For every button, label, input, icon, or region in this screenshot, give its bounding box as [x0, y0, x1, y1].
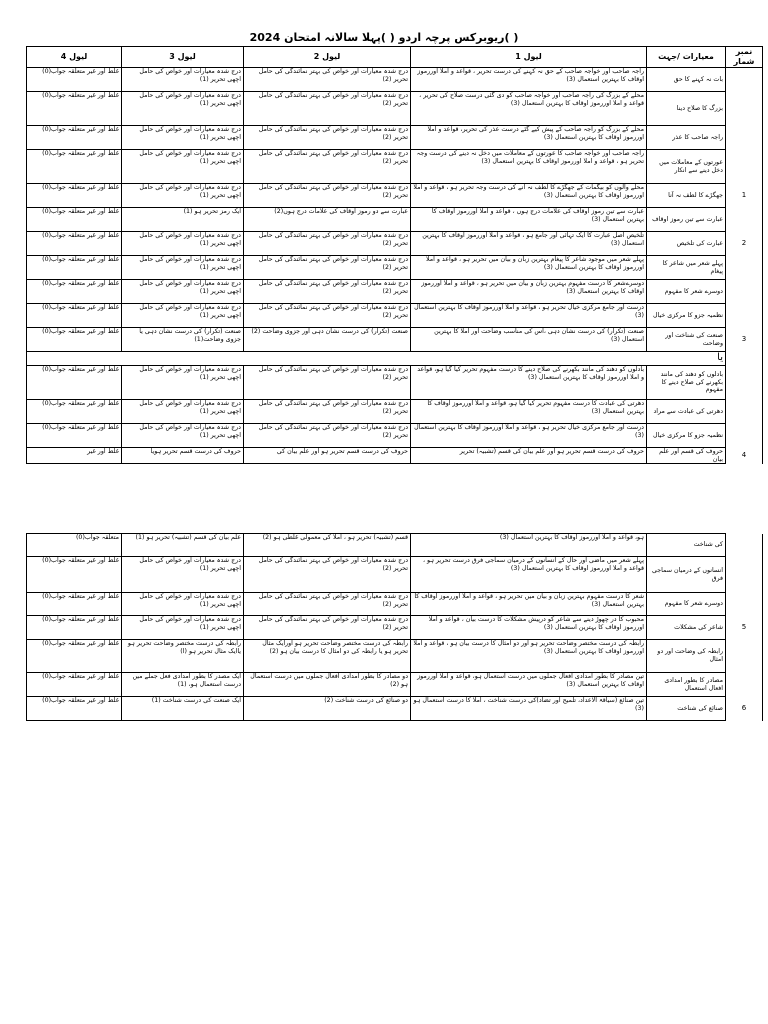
skill-cell: صنائع کی شناخت — [647, 697, 726, 721]
question-number: 2 — [726, 232, 763, 256]
skill-cell: عبارت سے تین رموز اوقاف — [647, 208, 726, 232]
skill-cell: بات نہ کہنے کا حق — [647, 68, 726, 92]
or-separator: یا — [27, 352, 726, 366]
level-2-cell: درج شدہ معیارات اور خواص کی بہتر نمائندگی کی حامل تحریر (2) — [244, 366, 411, 400]
level-2-cell: درج شدہ معیارات اور خواص کی بہتر نمائندگی کی حامل تحریر (2) — [244, 150, 411, 184]
question-number — [726, 424, 763, 448]
rubric-row — [27, 150, 763, 184]
level-4-cell: غلط اور غیر متعلقہ جواب(0) — [27, 280, 122, 304]
skill-cell: حروف کی قسم اور علم بیان — [647, 448, 726, 464]
level-1-cell: راجہ صاحب اور خواجہ صاحب کے حق نہ کہنے کی درست تحریر ، قواعد و املا اوررموز اوقاف کا بہترین استعمال (3) — [411, 68, 647, 92]
skill-cell: دھرتی کی عبادت سے مراد — [647, 400, 726, 424]
level-2-cell: درج شدہ معیارات اور خواص کی بہتر نمائندگی کی حامل تحریر (2) — [244, 92, 411, 126]
level-4-cell: غلط اور غیر متعلقہ جواب(0) — [27, 424, 122, 448]
level-1-cell: محلے کے بزرگ کی راجہ صاحب اور خواجہ صاحب کو دی گئی درست صلاح کی تحریر ، قواعد و املا اوررموز اوقاف کا بہترین استعمال (3) — [411, 92, 647, 126]
skill-cell: دوسرے شعر کا مفہوم — [647, 593, 726, 616]
level-4-cell: غلط اور غیر متعلقہ جواب(0) — [27, 126, 122, 150]
level-1-cell: بادلوں کو دھند کی مانند بکھرنے کی صلاح دینے کا درست مفہوم تحریر کیا گیا ہو، قواعد و املا اوررموز اوقاف کا بہترین استعمال (3) — [411, 366, 647, 400]
level-1-cell: راجہ صاحب اور خواجہ صاحب کا عورتوں کے معاملات میں دخل نہ دینے کی درست وجہ تحریر ہو ، قواعد و املا اوررموز اوقاف کا بہترین استعمال (3) — [411, 150, 647, 184]
level-3-cell: درج شدہ معیارات اور خواص کی حامل اچھی تحریر (1) — [122, 616, 244, 640]
level-2-cell: عبارت سے دو رموز اوقاف کی علامات درج ہوں(2) — [244, 208, 411, 232]
level-2-cell: درج شدہ معیارات اور خواص کی بہتر نمائندگی کی حامل تحریر (2) — [244, 616, 411, 640]
level-2-cell: درج شدہ معیارات اور خواص کی بہتر نمائندگی کی حامل تحریر (2) — [244, 184, 411, 208]
level-2-cell: درج شدہ معیارات اور خواص کی بہتر نمائندگی کی حامل تحریر (2) — [244, 424, 411, 448]
header-level-4: لیول 4 — [27, 47, 122, 68]
skill-cell: بادلوں کو دھند کی مانند بکھرنے کی صلاح دینے کا مفہوم — [647, 366, 726, 400]
level-1-cell: دوسرےشعر کا درست مفہوم بہترین زبان و بیان میں تحریر ہو ، قواعد و املا اوررموز اوقاف کا بہترین استعمال (3) — [411, 280, 647, 304]
level-4-cell: غلط اور غیر متعلقہ جواب(0) — [27, 184, 122, 208]
rubric-row — [27, 126, 763, 150]
level-2-cell: رابطہ کی درست مختصر وضاحت تحریر ہو اورایک مثال تحریر ہو یا رابطہ کی دو امثال کا درست بیان ہو (2) — [244, 640, 411, 673]
rubric-row — [27, 616, 763, 640]
rubric-row — [27, 673, 763, 697]
skill-cell: انسانوں کے درمیان سماجی فرق — [647, 557, 726, 593]
level-4-cell: غلط اور غیر متعلقہ جواب(0) — [27, 697, 122, 721]
question-number — [726, 92, 763, 126]
level-3-cell: رابطہ کی درست مختصر وضاحت تحریر ہو یاایک مثال تحریر ہو (ا) — [122, 640, 244, 673]
level-1-cell: پہلے شعر میں ماضی اور حال کے انسانوں کے درمیان سماجی فرق درست تحریر ہو ، قواعد و املا اوررموز اوقاف کا بہترین استعمال (3) — [411, 557, 647, 593]
rubric-row — [27, 448, 763, 464]
level-4-cell: غلط اور غیر متعلقہ جواب(0) — [27, 92, 122, 126]
skill-cell: صنعت کی شناخت اور وضاحت — [647, 328, 726, 352]
level-4-cell: غلط اور غیر متعلقہ جواب(0) — [27, 640, 122, 673]
level-3-cell: درج شدہ معیارات اور خواص کی حامل اچھی تحریر (1) — [122, 184, 244, 208]
level-1-cell: محلے والوں کو بیگمات کے جھگڑے کا لطف نہ آنے کی درست وجہ تحریر ہو ، قواعد و املا اوررموز اوقاف کا بہترین استعمال (3) — [411, 184, 647, 208]
skill-cell: راجہ صاحب کا عذر — [647, 126, 726, 150]
question-number: 4 — [726, 448, 763, 464]
level-2-cell: درج شدہ معیارات اور خواص کی بہتر نمائندگی کی حامل تحریر (2) — [244, 557, 411, 593]
header-row — [27, 47, 763, 68]
question-number — [726, 557, 763, 593]
question-number: 3 — [726, 328, 763, 352]
level-1-cell: پہلے شعر میں موجود شاعر کا پیغام بہترین زبان و بیان میں تحریر ہو ، قواعد و املا اوررموز اوقاف کا بہترین استعمال (3) — [411, 256, 647, 280]
rubric-row — [27, 208, 763, 232]
level-2-cell: درج شدہ معیارات اور خواص کی بہتر نمائندگی کی حامل تحریر (2) — [244, 400, 411, 424]
question-number — [726, 352, 763, 366]
level-3-cell: ایک رمز تحریر ہو (1) — [122, 208, 244, 232]
level-3-cell: درج شدہ معیارات اور خواص کی حامل اچھی تحریر (1) — [122, 400, 244, 424]
level-4-cell: غلط اور غیر متعلقہ جواب(0) — [27, 593, 122, 616]
level-2-cell: درج شدہ معیارات اور خواص کی بہتر نمائندگی کی حامل تحریر (2) — [244, 256, 411, 280]
level-3-cell: درج شدہ معیارات اور خواص کی حامل اچھی تحریر (1) — [122, 256, 244, 280]
level-4-cell: غلط اور غیر متعلقہ جواب(0) — [27, 150, 122, 184]
rubric-row — [27, 640, 763, 673]
level-4-cell: غلط اور غیر متعلقہ جواب(0) — [27, 400, 122, 424]
header-level-2: لیول 2 — [244, 47, 411, 68]
skill-cell: عبارت کی تلخیص — [647, 232, 726, 256]
level-1-cell: تین صنائع (سیاقۃ الاعداد، تلمیح اور تضاد)کی درست شناخت ، املا کا درست استعمال ہو (3) — [411, 697, 647, 721]
level-2-cell: دو صنائع کی درست شناخت (2) — [244, 697, 411, 721]
level-3-cell: ایک مصدر کا بطور امدادی فعل جملے میں درست استعمال ہو، (1) — [122, 673, 244, 697]
level-2-cell: درج شدہ معیارات اور خواص کی بہتر نمائندگی کی حامل تحریر (2) — [244, 126, 411, 150]
level-3-cell: درج شدہ معیارات اور خواص کی حامل اچھی تحریر (1) — [122, 366, 244, 400]
rubric-row — [27, 557, 763, 593]
level-1-cell: دھرتی کی عبادت کا درست مفہوم تحریر کیا گیا ہو، قواعد و املا اوررموز اوقاف کا بہترین استعمال (3) — [411, 400, 647, 424]
skill-cell: رابطہ کی وضاحت اور دو امثال — [647, 640, 726, 673]
level-3-cell: درج شدہ معیارات اور خواص کی حامل اچھی تحریر (1) — [122, 557, 244, 593]
question-number: 5 — [726, 616, 763, 640]
level-4-cell: غلط اور غیر متعلقہ جواب(0) — [27, 673, 122, 697]
skill-cell: نظمیہ جزو کا مرکزی خیال — [647, 304, 726, 328]
level-1-cell: حروف کی درست قسم تحریر ہو اور علم بیان کی قسم (تشبیہ) تحریر — [411, 448, 647, 464]
rubric-row — [27, 424, 763, 448]
level-1-cell: شعر کا درست مفہوم بہترین زبان و بیان میں تحریر ہو ، قواعد و املا اوررموز اوقاف کا بہترین استعمال (3) — [411, 593, 647, 616]
level-3-cell: درج شدہ معیارات اور خواص کی حامل اچھی تحریر (1) — [122, 304, 244, 328]
level-4-cell: غلط اور غیر متعلقہ جواب(0) — [27, 304, 122, 328]
skill-cell: کی شناخت — [647, 534, 726, 557]
skill-cell: عورتوں کے معاملات میں دخل دینے سے انکار — [647, 150, 726, 184]
skill-cell: پہلے شعر میں شاعر کا پیغام — [647, 256, 726, 280]
level-4-cell: غلط اور غیر متعلقہ جواب(0) — [27, 616, 122, 640]
skill-cell: دوسرے شعر کا مفہوم — [647, 280, 726, 304]
level-1-cell: تلخیص اصل عبارت کا ایک تہائی اور جامع ہو ، قواعد و املا اوررموز اوقاف کا بہترین استعمال (3) — [411, 232, 647, 256]
level-2-cell: درج شدہ معیارات اور خواص کی بہتر نمائندگی کی حامل تحریر (2) — [244, 232, 411, 256]
rubric-row — [27, 232, 763, 256]
skill-cell: شاعر کی مشکلات — [647, 616, 726, 640]
level-1-cell: محبوب کا در چھوڑ دینے سے شاعر کو درپیش مشکلات کا درست بیان ، قواعد و املا اوررموز اوقاف کا بہترین استعمال (3) — [411, 616, 647, 640]
rubric-row — [27, 256, 763, 280]
level-2-cell: درج شدہ معیارات اور خواص کی بہتر نمائندگی کی حامل تحریر (2) — [244, 68, 411, 92]
level-3-cell: ایک صنعت کی درست شناخت (1) — [122, 697, 244, 721]
question-number — [726, 593, 763, 616]
level-3-cell: درج شدہ معیارات اور خواص کی حامل اچھی تحریر (1) — [122, 150, 244, 184]
level-4-cell: متعلقہ جواب(0) — [27, 534, 122, 557]
question-number — [726, 256, 763, 280]
question-number — [726, 366, 763, 400]
level-4-cell: غلط اور غیر متعلقہ جواب(0) — [27, 208, 122, 232]
rubric-row — [27, 593, 763, 616]
level-3-cell: درج شدہ معیارات اور خواص کی حامل اچھی تحریر (1) — [122, 424, 244, 448]
level-1-cell: رابطہ کی درست مختصر وضاحت تحریر ہو اور دو امثال کا درست بیان ہو ، قواعد و املا اوررموز اوقاف کا بہترین استعمال (3) — [411, 640, 647, 673]
rubric-row — [27, 534, 763, 557]
rubric-table-page-2 — [26, 533, 763, 721]
level-2-cell: درج شدہ معیارات اور خواص کی بہتر نمائندگی کی حامل تحریر (2) — [244, 593, 411, 616]
skill-cell: نظمیہ جزو کا مرکزی خیال — [647, 424, 726, 448]
question-number — [726, 640, 763, 673]
level-1-cell: محلے کے بزرگ کو راجہ صاحب کے پیش کیے گئے درست عذر کی تحریر، قواعد و املا اوررموز اوقاف کا بہترین استعمال (3) — [411, 126, 647, 150]
level-3-cell: درج شدہ معیارات اور خواص کی حامل اچھی تحریر (1) — [122, 92, 244, 126]
level-2-cell: دو مصادر کا بطور امدادی افعال جملوں میں درست استعمال ہو (2) — [244, 673, 411, 697]
level-1-cell: درست اور جامع مرکزی خیال تحریر ہو ، قواعد و املا اوررموز اوقاف کا بہترین استعمال (3) — [411, 424, 647, 448]
question-number — [726, 534, 763, 557]
level-4-cell: غلط اور غیر — [27, 448, 122, 464]
level-4-cell: غلط اور غیر متعلقہ جواب(0) — [27, 232, 122, 256]
level-2-cell: قسم (تشبیہ) تحریر ہو ، املا کی معمولی غلطی ہو (2) — [244, 534, 411, 557]
level-2-cell: حروف کی درست قسم تحریر ہو اور علم بیان کی — [244, 448, 411, 464]
level-1-cell: عبارت سے تین رموز اوقاف کی علامات درج ہوں ، قواعد و املا اوررموز اوقاف کا بہترین استعمال (3) — [411, 208, 647, 232]
rubric-row — [27, 400, 763, 424]
question-number: 1 — [726, 184, 763, 208]
level-1-cell: تین مصادر کا بطور امدادی افعال جملوں میں درست استعمال ہو، قواعد و املا اوررموز اوقاف کا بہترین استعمال (3) — [411, 673, 647, 697]
level-4-cell: غلط اور غیر متعلقہ جواب(0) — [27, 328, 122, 352]
question-number — [726, 126, 763, 150]
rubric-row — [27, 68, 763, 92]
skill-cell: بزرگ کا صلاح دینا — [647, 92, 726, 126]
level-4-cell: غلط اور غیر متعلقہ جواب(0) — [27, 366, 122, 400]
header-number: نمبر شمار — [726, 47, 763, 68]
question-number: 6 — [726, 697, 763, 721]
level-2-cell: صنعت (تکرار) کی درست نشان دہی اور جزوی وضاحت (2) — [244, 328, 411, 352]
level-3-cell: درج شدہ معیارات اور خواص کی حامل اچھی تحریر (1) — [122, 68, 244, 92]
rubric-row — [27, 304, 763, 328]
level-3-cell: درج شدہ معیارات اور خواص کی حامل اچھی تحریر (1) — [122, 280, 244, 304]
level-1-cell: صنعت (تکرار) کی درست نشان دہی ،اس کی مناسب وضاحت اور املا کا بہترین استعمال (3) — [411, 328, 647, 352]
question-number — [726, 150, 763, 184]
level-4-cell: غلط اور غیر متعلقہ جواب(0) — [27, 68, 122, 92]
header-skill: معیارات /جہت — [647, 47, 726, 68]
rubric-row — [27, 328, 763, 352]
question-number — [726, 280, 763, 304]
header-level-3: لیول 3 — [122, 47, 244, 68]
question-number — [726, 304, 763, 328]
question-number — [726, 673, 763, 697]
level-4-cell: غلط اور غیر متعلقہ جواب(0) — [27, 557, 122, 593]
rubric-row — [27, 280, 763, 304]
skill-cell: جھگڑے کا لطف نہ آنا — [647, 184, 726, 208]
level-3-cell: صنعت (تکرار) کی درست نشان دہی یا جزوی وضاحت(1) — [122, 328, 244, 352]
level-1-cell: ہو، قواعد و املا اوررموز اوقاف کا بہترین استعمال (3) — [411, 534, 647, 557]
level-2-cell: درج شدہ معیارات اور خواص کی بہتر نمائندگی کی حامل تحریر (2) — [244, 304, 411, 328]
question-number — [726, 208, 763, 232]
level-3-cell: حروف کی درست قسم تحریر ہویا — [122, 448, 244, 464]
level-3-cell: درج شدہ معیارات اور خواص کی حامل اچھی تحریر (1) — [122, 232, 244, 256]
header-level-1: لیول 1 — [411, 47, 647, 68]
or-separator-row — [27, 352, 763, 366]
level-3-cell: علم بیان کی قسم (تشبیہ) تحریر ہو (1) — [122, 534, 244, 557]
rubric-row — [27, 697, 763, 721]
level-4-cell: غلط اور غیر متعلقہ جواب(0) — [27, 256, 122, 280]
skill-cell: مصادر کا بطور امدادی افعال استعمال — [647, 673, 726, 697]
level-2-cell: درج شدہ معیارات اور خواص کی بہتر نمائندگی کی حامل تحریر (2) — [244, 280, 411, 304]
level-3-cell: درج شدہ معیارات اور خواص کی حامل اچھی تحریر (1) — [122, 126, 244, 150]
question-number — [726, 400, 763, 424]
level-1-cell: درست اور جامع مرکزی خیال تحریر ہو ، قواعد و املا اوررموز اوقاف کا بہترین استعمال (3) — [411, 304, 647, 328]
rubric-table-page-1 — [26, 46, 763, 464]
level-3-cell: درج شدہ معیارات اور خواص کی حامل اچھی تحریر (1) — [122, 593, 244, 616]
rubric-row — [27, 366, 763, 400]
rubric-row — [27, 92, 763, 126]
rubric-row — [27, 184, 763, 208]
document-title: ریوبرکس پرچہ اردو ( )پہلا سالانہ امتحان 2024( ) — [249, 31, 519, 44]
question-number — [726, 68, 763, 92]
